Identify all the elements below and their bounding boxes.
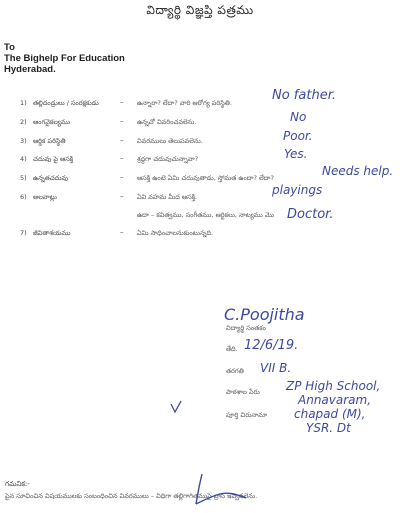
- item-number: 3): [20, 137, 27, 145]
- address-city: Hyderabad.: [4, 64, 56, 75]
- item-dash: –: [120, 117, 124, 125]
- item-number: 1): [20, 99, 27, 107]
- address-line: YSR. Dt: [306, 421, 351, 435]
- item-answer: No: [290, 110, 307, 124]
- item-question: శ్రద్ధగా చదువుచున్నావా?: [137, 155, 199, 163]
- address-line: chapad (M),: [294, 407, 366, 421]
- item-answer: No father.: [272, 88, 336, 103]
- item-question: ఏమి సాధించాలనుకుంటున్నది.: [137, 229, 214, 237]
- item-question: ఆసక్తి ఉంటె ఏమి చదువుతాడు, స్తోమత ఉందా? లేదా?: [137, 174, 274, 182]
- item-dash: –: [120, 154, 124, 162]
- school-label: పాఠశాల పేరు: [226, 388, 260, 396]
- item-question: ఉన్నారా? లేదా? వారి ఆరోగ్య పరిస్థితి.: [137, 99, 232, 107]
- date-value: 12/6/19.: [244, 338, 299, 353]
- item-dash: –: [120, 173, 124, 181]
- item-label: ఆర్థిక పరిస్థితి: [33, 137, 66, 145]
- item-label: ఉన్నతచదువు: [33, 174, 69, 182]
- item-number: 6): [20, 193, 27, 201]
- student-name-handwritten: C.Poojitha: [224, 305, 305, 324]
- address-label: పూర్తి చిరునామా: [226, 411, 268, 419]
- item-dash: –: [120, 98, 124, 106]
- item-label: చదువు పై ఆసక్తి: [33, 155, 74, 163]
- note-title: గమనిక:-: [5, 480, 30, 488]
- school-line: Annavaram,: [298, 393, 372, 407]
- item-number: 4): [20, 155, 27, 163]
- item-label: ఆంగవైకల్యము: [33, 118, 70, 126]
- item-dash: –: [120, 228, 124, 236]
- class-value: VII B.: [260, 361, 292, 375]
- item-dash: –: [120, 136, 124, 144]
- date-label: తేది.: [226, 345, 238, 353]
- item-question: ఏవి వహమ మీద ఆసక్తి.: [137, 193, 198, 201]
- item-question: ఉన్నచో వివరించవలెను.: [137, 118, 197, 126]
- class-label: తరగతి: [226, 367, 244, 375]
- note-text: పైన సూచించిన విషయములకు సంబంధించిన వివరములు – విధిగా తల్లిగాగితముపై వ్రాసి ఇవ్వవలెను.: [5, 492, 258, 500]
- item-question: వివరములు తెలుపవలెను.: [137, 137, 203, 145]
- student-signature-label: విద్యార్థి సంతకం: [226, 324, 266, 332]
- form-title: విద్యార్థి విజ్ఞప్తి పత్రము: [146, 3, 254, 17]
- address-to: To: [4, 42, 15, 53]
- item-label: అలవాట్లు: [33, 193, 57, 201]
- item-answer: Doctor.: [287, 207, 334, 222]
- item-answer: Needs help.: [322, 164, 394, 178]
- address-organization: The Bighelp For Education: [4, 53, 125, 64]
- item-number: 7): [20, 229, 27, 237]
- item-answer: Poor.: [283, 129, 313, 143]
- item-label: తల్లిదండ్రులు / సంరక్షకుడు: [33, 99, 99, 107]
- item-dash: –: [120, 192, 124, 200]
- item-answer: playings: [272, 183, 323, 197]
- address-block: [4, 42, 125, 75]
- item-label: జీవితాశయము: [33, 229, 71, 237]
- item-answer: Yes.: [284, 147, 308, 161]
- signature-scribble: [190, 472, 250, 508]
- pen-tick-mark: [170, 400, 182, 414]
- item-question-example: ఉదా – కవిత్వము, సంగీతము, ఆర్టికలు, నాట్యము మొ: [137, 211, 274, 219]
- item-number: 5): [20, 174, 27, 182]
- school-line: ZP High School,: [286, 379, 381, 393]
- item-number: 2): [20, 118, 27, 126]
